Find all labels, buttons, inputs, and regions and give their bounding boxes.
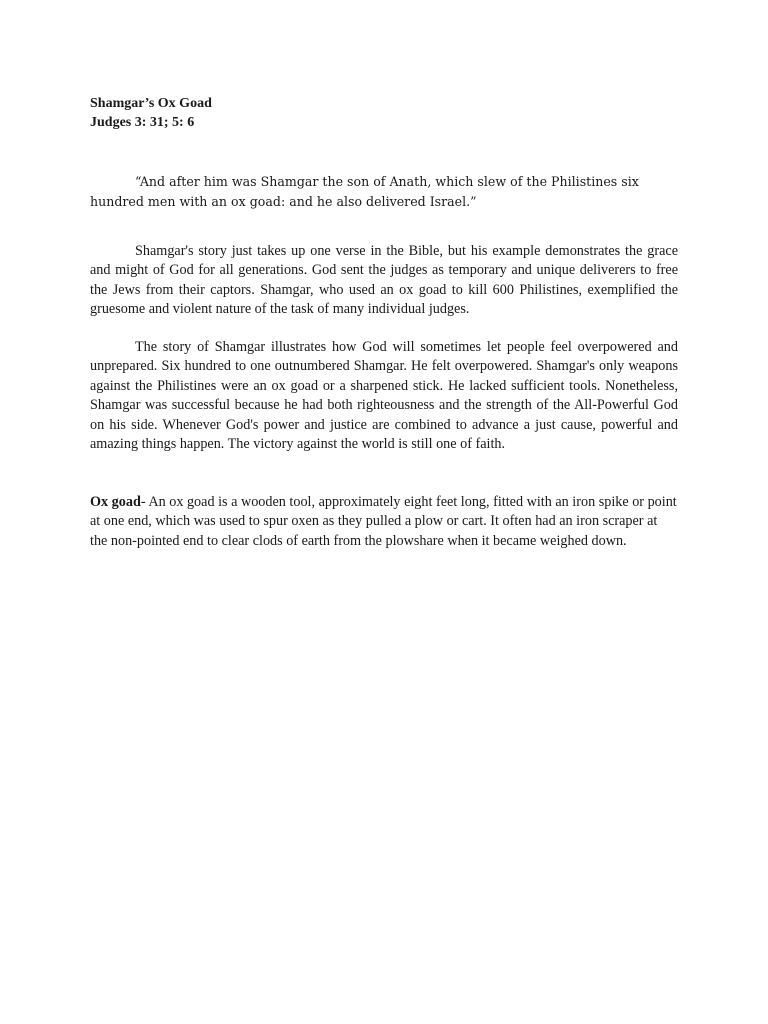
- definition-text: - An ox goad is a wooden tool, approximately eight feet long, fitted with an iron spike or point at one end, which was used to spur oxen as they pulled a plow or cart. It often had an iron scraper at the non-pointed end to clear clods of earth from the plowshare when it became weighed down.: [90, 494, 677, 549]
- scripture-reference: Judges 3: 31; 5: 6: [90, 115, 195, 130]
- body-paragraph-1: Shamgar's story just takes up one verse in the Bible, but his example demonstrates the grace and might of God for all generations. God sent the judges as temporary and unique deliverers to free the Jews from their captors. Shamgar, who used an ox goad to kill 600 Philistines, exemplified the gruesome and violent nature of the task of many individual judges.: [90, 243, 678, 318]
- document-title: Shamgar’s Ox Goad: [90, 96, 212, 111]
- scripture-quote: “And after him was Shamgar the son of Anath, which slew of the Philistines six hundred men with an ox goad: and he also delivered Israel.”: [90, 174, 639, 209]
- body-paragraph-2: The story of Shamgar illustrates how God will sometimes let people feel overpowered and unprepared. Six hundred to one outnumbered Shamgar. He felt overpowered. Shamgar's only weapons against the Philistines were an ox goad or a sharpened stick. He lacked sufficient tools. Nonetheless, Shamgar was successful because he had both righteousness and the strength of the All-Powerful God on his side. Whenever God's power and justice are combined to advance a just cause, powerful and amazing things happen. The victory against the world is still one of faith.: [90, 339, 678, 453]
- definition-term: Ox goad: [90, 494, 141, 510]
- definition-paragraph: [90, 493, 678, 551]
